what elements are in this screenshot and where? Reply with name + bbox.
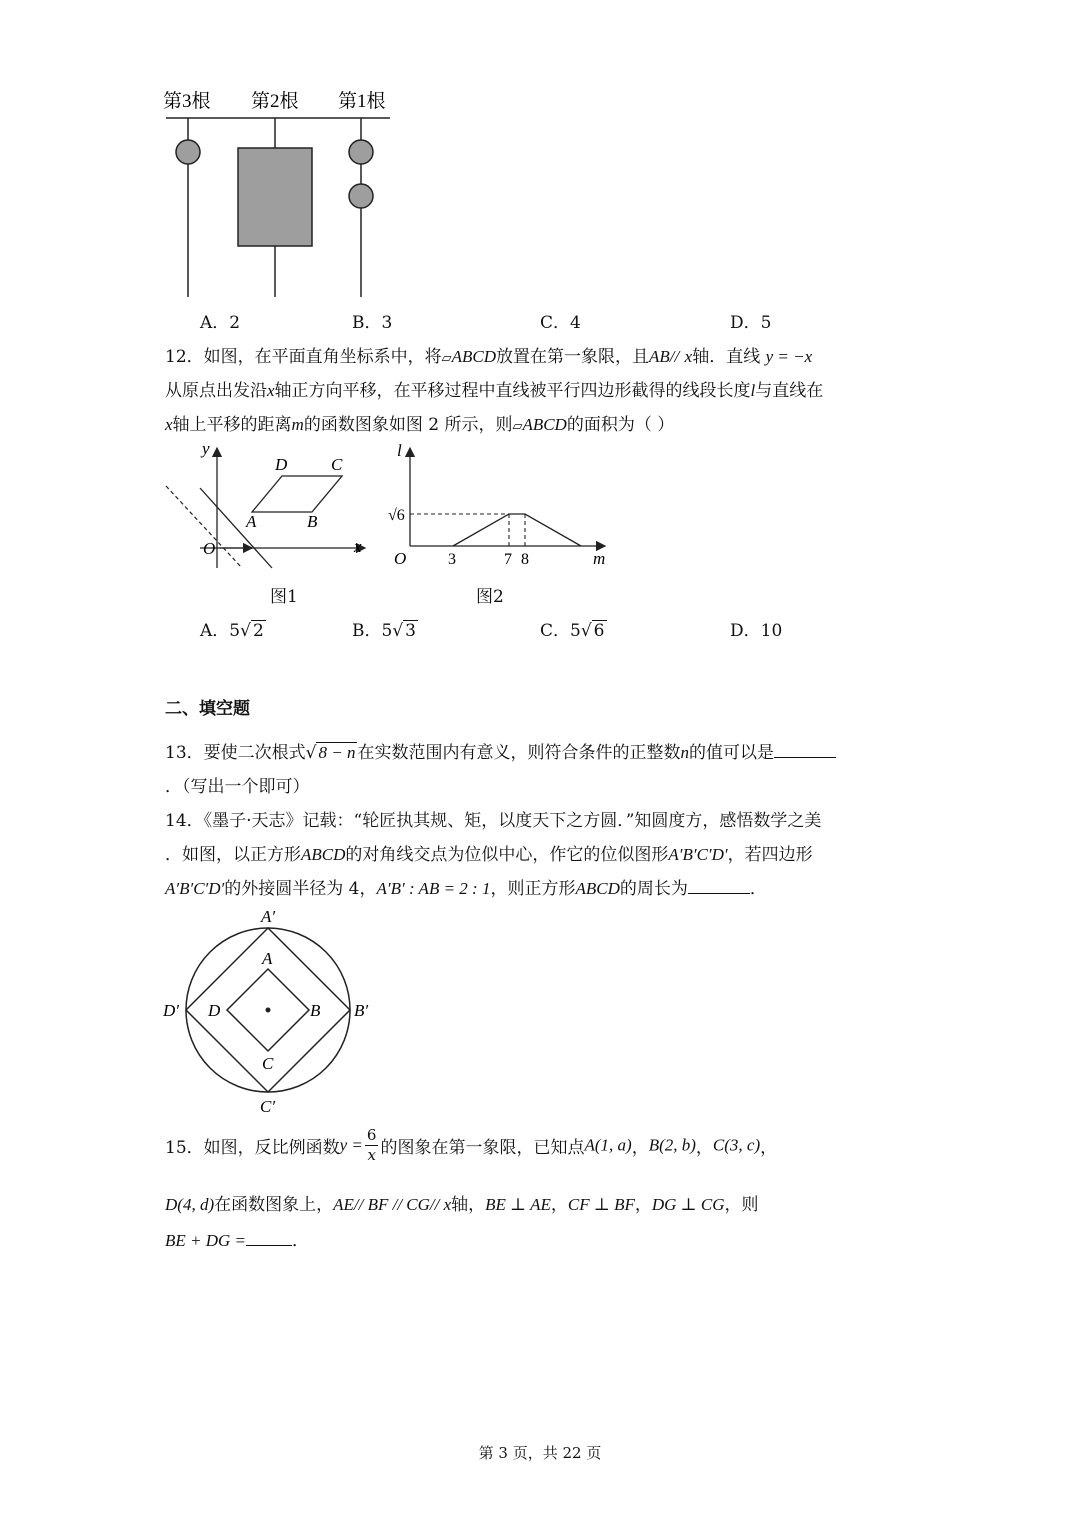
q14-label-cp: C′ <box>260 1097 276 1116</box>
block-rod2 <box>238 148 312 246</box>
fig2-label-l: l <box>397 441 402 460</box>
q12-line-2: 从原点出发沿x轴正方向平移，在平移过程中直线被平行四边形截得的线段长度l与直线在 <box>165 381 824 401</box>
q14-label-b: B <box>310 1001 321 1020</box>
q15-answer-blank[interactable] <box>246 1229 292 1246</box>
rod-label-1: 第1根 <box>338 91 386 112</box>
q14-answer-blank[interactable] <box>688 877 750 894</box>
q13-radical: √ 8 − n <box>305 743 356 763</box>
q15-fraction: $\frac{6}{x}$ <box>366 1126 377 1164</box>
q14-center-dot <box>266 1008 271 1013</box>
q14-line-3: A′B′C′D′的外接圆半径为 4，A′B′ : AB = 2 : 1，则正方形ABCD的周长为 ． <box>165 879 767 899</box>
fig1-label-d: D <box>275 455 288 474</box>
q14-label-c: C <box>262 1054 274 1073</box>
fig2-label-m: m <box>593 549 606 568</box>
fig2-tick-8: 8 <box>521 551 529 568</box>
q11-option-d[interactable]: D．5 <box>730 313 772 333</box>
q14-label-ap: A′ <box>261 907 276 926</box>
q11-option-c[interactable]: C．4 <box>540 313 581 333</box>
q15-line-3: BE + DG = ． <box>165 1231 310 1251</box>
fig1-label-c: C <box>331 455 343 474</box>
q12-option-b[interactable]: B．5√ 3 <box>352 621 416 641</box>
section-title-fill-in: 二、填空题 <box>165 699 250 719</box>
q14-label-bp: B′ <box>354 1001 369 1020</box>
q12-option-a[interactable]: A．5√ 2 <box>200 621 264 641</box>
bead-rod3 <box>176 140 200 164</box>
q15-line-1: 15．如图，反比例函数y = $\frac{6}{x}$ 的图象在第一象限，已知点A(1, a)，B(2, b)，C(3, c)， <box>165 1126 778 1164</box>
q12-figure-2 <box>385 440 615 575</box>
q12-line-3: x轴上平移的距离m的函数图象如图 2 所示，则▱ABCD的面积为（ ） <box>165 415 675 435</box>
fig1-label-a: A <box>246 512 257 531</box>
fig1-label-x: x <box>354 537 362 556</box>
fig1-label-o: O <box>203 539 216 558</box>
fig1-label-b: B <box>307 512 318 531</box>
q14-label-d: D <box>208 1001 221 1020</box>
rod-label-2: 第2根 <box>251 91 299 112</box>
fig1-parallelogram <box>252 476 342 512</box>
q14-label-a: A <box>262 949 273 968</box>
q14-label-dp: D′ <box>163 1001 179 1020</box>
q11-option-a[interactable]: A．2 <box>200 313 241 333</box>
q12-option-c[interactable]: C．5√ 6 <box>540 621 605 641</box>
q15-line-2: D(4, d)在函数图象上，AE// BF // CG// x轴，BE ⊥ AE，CF ⊥ BF，DG ⊥ CG，则 <box>165 1195 759 1215</box>
q14-line-1: 14．《墨子·天志》记载：“轮匠执其规、矩，以度天下之方圆．”知圆度方，感悟数学之美 <box>165 811 822 831</box>
q12-option-d[interactable]: D．10 <box>730 621 783 641</box>
q12-figure-2-caption: 图2 <box>476 587 504 607</box>
fig2-graph <box>453 514 581 546</box>
page-footer: 第 3 页，共 22 页 <box>478 1444 602 1462</box>
bead-rod1-bottom <box>349 184 373 208</box>
fig2-tick-3: 3 <box>448 551 456 568</box>
bead-rod1-top <box>349 140 373 164</box>
fig2-label-o: O <box>394 549 407 568</box>
q14-figure <box>160 902 380 1122</box>
q13-answer-blank[interactable] <box>774 741 836 758</box>
q13-line-1: 13．要使二次根式√ 8 − n 在实数范围内有意义，则符合条件的正整数n的值可以是 <box>165 738 836 763</box>
q12-figure-1 <box>160 440 380 575</box>
q14-line-2: ．如图，以正方形ABCD的对角线交点为位似中心，作它的位似图形A′B′C′D′，若四边形 <box>165 845 813 865</box>
q12-line-1: 12．如图，在平面直角坐标系中，将▱ABCD放置在第一象限，且AB// x轴．直线 y = −x <box>165 347 813 367</box>
fig1-label-y: y <box>202 440 210 458</box>
fig2-label-sqrt6: √6 <box>388 507 405 524</box>
rod-label-3: 第3根 <box>163 91 211 112</box>
parallelogram-symbol: ▱ <box>441 351 452 366</box>
q11-option-b[interactable]: B．3 <box>352 313 393 333</box>
q13-line-2: ．（写出一个即可） <box>165 777 310 797</box>
q12-figure-1-caption: 图1 <box>270 587 298 607</box>
fig2-tick-7: 7 <box>504 551 512 568</box>
q11-rods-figure <box>150 85 410 305</box>
